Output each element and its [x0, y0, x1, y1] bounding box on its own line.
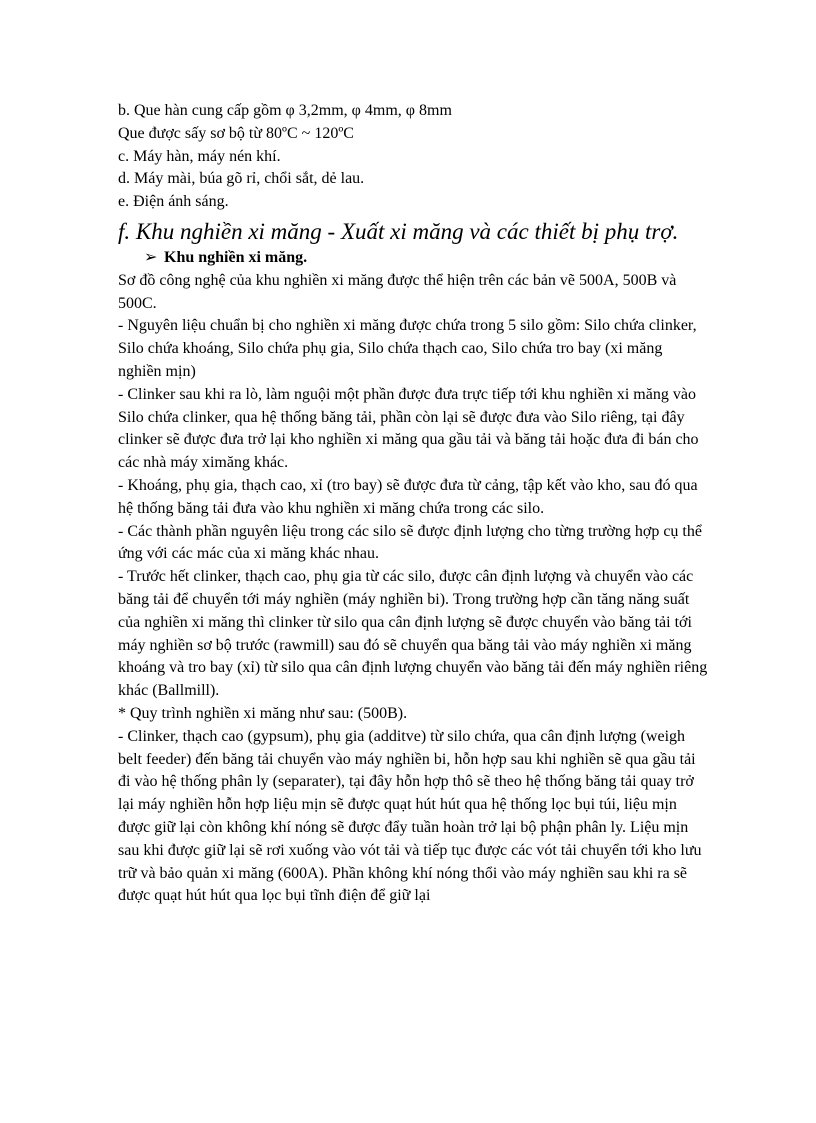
paragraph-silos: - Nguyên liệu chuẩn bị cho nghiền xi măng được chứa trong 5 silo gồm: Silo chứa clinker, Silo chứa khoáng, Silo chứa phụ gia, Silo chứa thạch cao, Silo chứa tro bay (xi măng nghiền mịn): [118, 317, 697, 380]
sub-heading: [118, 247, 708, 270]
paragraph-drawings: Sơ đồ công nghệ của khu nghiền xi măng được thể hiện trên các bản vẽ 500A, 500B và 500C.: [118, 271, 677, 312]
section-heading: f. Khu nghiền xi măng - Xuất xi măng và các thiết bị phụ trợ.: [118, 218, 679, 244]
arrow-right-icon: ➢: [144, 248, 158, 266]
paragraph-dosing: - Các thành phần nguyên liệu trong các silo sẽ được định lượng cho từng trường hợp cụ thể ứng với các mác của xi măng khác nhau.: [118, 522, 702, 563]
grinder-line: d. Máy mài, búa gõ rỉ, chổi sắt, dẻ lau.: [118, 170, 365, 188]
paragraph-additives: - Khoáng, phụ gia, thạch cao, xỉ (tro bay) sẽ được đưa từ cảng, tập kết vào kho, sau đó qua hệ thống băng tải đưa vào khu nghiền xi măng chứa trong các silo.: [118, 476, 698, 517]
paragraph-process-title: * Quy trình nghiền xi măng như sau: (500B).: [118, 704, 408, 722]
sub-heading-text: Khu nghiền xi măng.: [164, 248, 308, 266]
paragraph-process: - Clinker, thạch cao (gypsum), phụ gia (additve) từ silo chứa, qua cân định lượng (weigh belt feeder) đến băng tải chuyển vào máy nghiền bi, hỗn hợp sau khi nghiền sẽ qua gầu tải đi vào hệ thống phân ly (separater), tại đây hỗn hợp thô sẽ theo hệ thống băng tải quay trở lại máy nghiền hỗn hợp liệu mịn sẽ được quạt hút hút qua hệ thống lọc bụi túi, liệu mịn được giữ lại còn không khí nóng sẽ được đẩy tuần hoàn trở lại bộ phận phân ly. Liệu mịn sau khi được giữ lại sẽ rơi xuống vào vót tải và tiếp tục được các vót tải chuyển tới kho lưu trữ và bảo quản xi măng (600A). Phần không khí nóng thổi vào máy nghiền sau khi ra sẽ được quạt hút hút qua lọc bụi tĩnh điện để giữ lại: [118, 727, 702, 905]
paragraph-clinker: - Clinker sau khi ra lò, làm nguội một phần được đưa trực tiếp tới khu nghiền xi măng vào Silo chứa clinker, qua hệ thống băng tải, phần còn lại sẽ được đưa vào Silo riêng, tại đây clinker sẽ được đưa trở lại kho nghiền xi măng qua gầu tải và băng tải hoặc đưa đi bán cho các nhà máy ximăng khác.: [118, 385, 699, 472]
welding-machine-line: c. Máy hàn, máy nén khí.: [118, 147, 281, 165]
lighting-line: e. Điện ánh sáng.: [118, 193, 229, 211]
document-page: [118, 100, 708, 908]
paragraph-grinding: - Trước hết clinker, thạch cao, phụ gia từ các silo, được cân định lượng và chuyển vào các băng tải để chuyển tới máy nghiền (máy nghiền bi). Trong trường hợp cần tăng năng suất của nghiền xi măng thì clinker từ silo qua cân định lượng sẽ được chuyển vào băng tải tới máy nghiền sơ bộ trước (rawmill) sau đó sẽ chuyển qua băng tải vào máy nghiền xi măng khoáng và tro bay (xỉ) từ silo qua cân định lượng chuyển vào băng tải đến máy nghiền riêng khác (Ballmill).: [118, 568, 708, 700]
welding-rod-line: b. Que hàn cung cấp gồm φ 3,2mm, φ 4mm, φ 8mm: [118, 102, 452, 119]
drying-line: Que được sấy sơ bộ từ 80ºC ~ 120ºC: [118, 124, 354, 142]
